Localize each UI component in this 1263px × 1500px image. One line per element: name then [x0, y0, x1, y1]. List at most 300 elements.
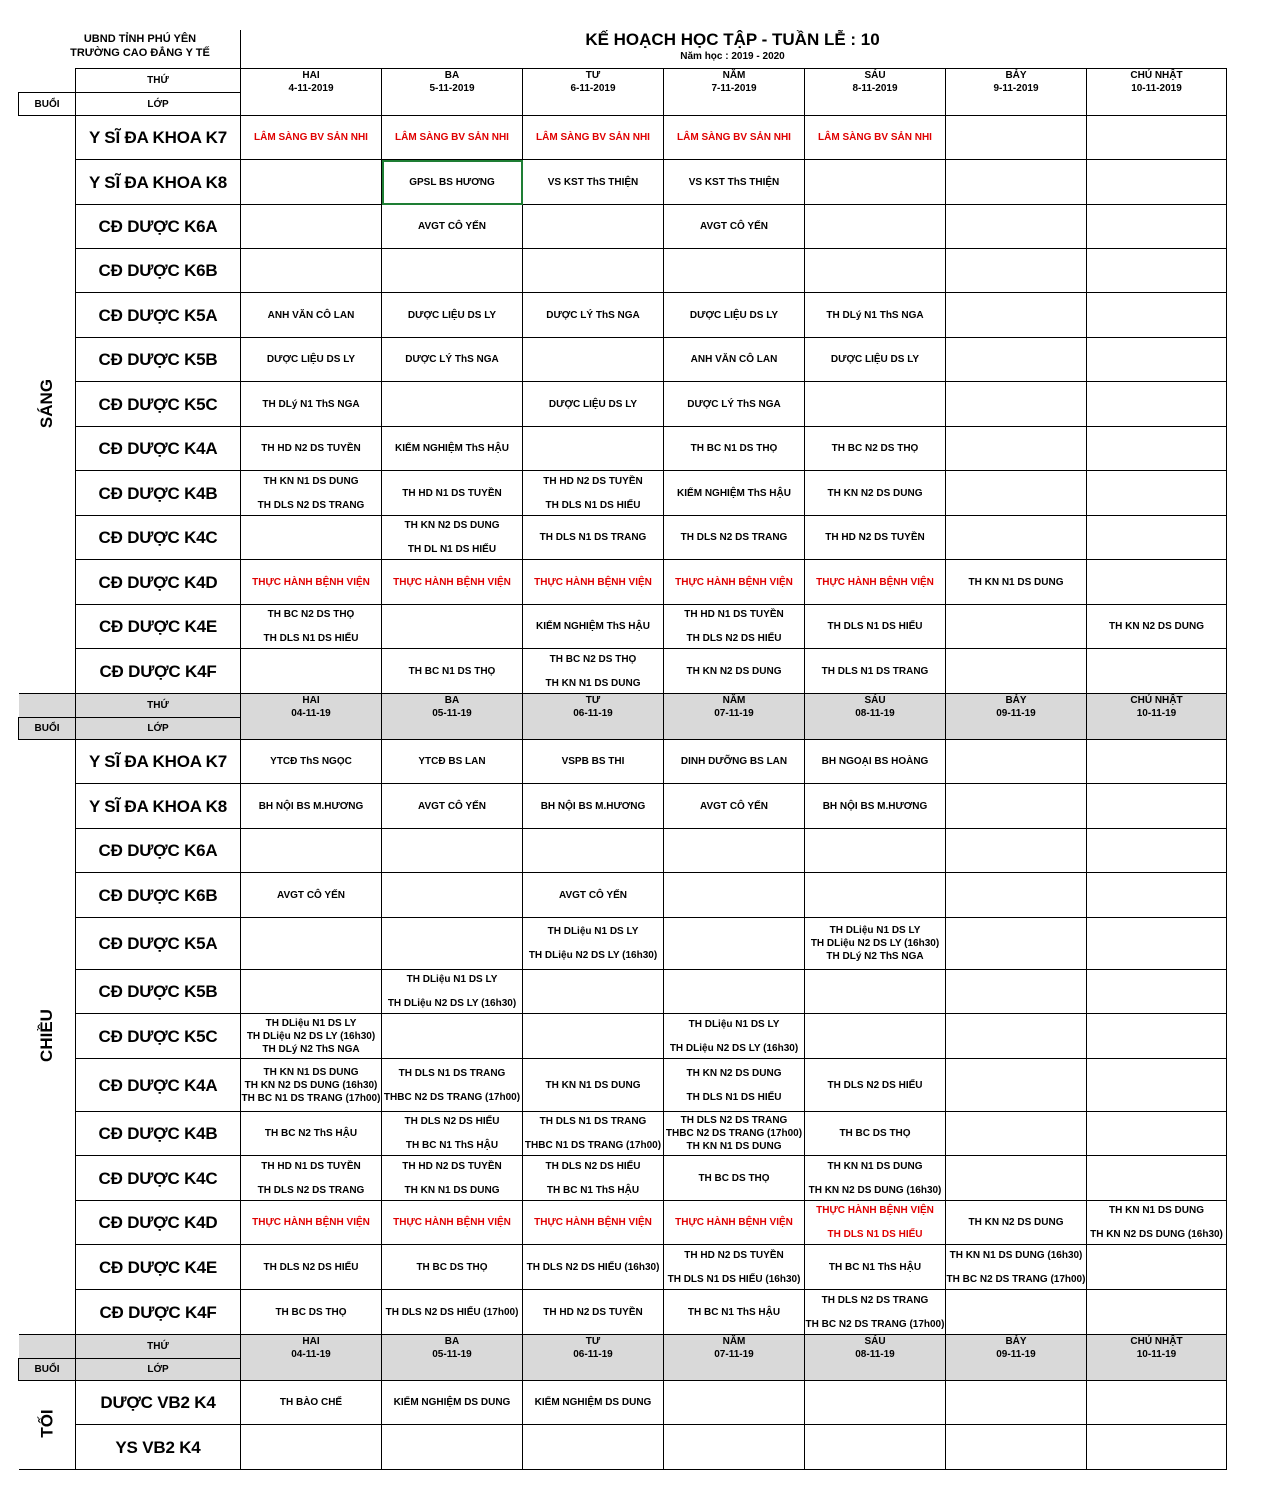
text-line: LỚP	[147, 98, 169, 110]
schedule-cell[interactable]	[241, 160, 382, 205]
table-row	[19, 1381, 1227, 1425]
schedule-cell[interactable]	[241, 293, 382, 338]
schedule-cell[interactable]	[805, 471, 946, 516]
text-line: THỨ	[147, 75, 169, 86]
schedule-cell[interactable]	[664, 471, 805, 516]
schedule-cell[interactable]	[805, 918, 946, 970]
text-line: THỰC HÀNH BỆNH VIỆN	[816, 1205, 934, 1216]
schedule-cell[interactable]	[241, 1156, 382, 1201]
text-line: THỰC HÀNH BỆNH VIỆN	[534, 1217, 652, 1228]
text-line: NĂM	[722, 70, 746, 81]
table-row	[19, 205, 1227, 249]
schedule-cell[interactable]	[1087, 740, 1227, 784]
text-line: AVGT CÔ YẾN	[418, 221, 486, 232]
class-name	[76, 1059, 241, 1112]
thu-label	[76, 69, 241, 93]
schedule-cell[interactable]	[1087, 1112, 1227, 1156]
schedule-cell[interactable]	[805, 1201, 946, 1245]
schedule-cell[interactable]	[382, 829, 523, 873]
schedule-cell[interactable]	[241, 1381, 382, 1425]
schedule-cell[interactable]	[664, 1156, 805, 1201]
schedule-cell[interactable]	[946, 1059, 1087, 1112]
schedule-cell[interactable]	[946, 1425, 1087, 1470]
text-line: CĐ DƯỢC K4F	[99, 661, 217, 681]
schedule-cell[interactable]	[664, 649, 805, 694]
schedule-cell[interactable]	[523, 116, 664, 160]
text-line: THỰC HÀNH BỆNH VIỆN	[252, 576, 370, 588]
text-line: TH BC DS THỌ	[698, 1172, 770, 1184]
lop-label	[76, 1359, 241, 1381]
schedule-cell[interactable]	[1087, 970, 1227, 1014]
schedule-cell[interactable]	[523, 1201, 664, 1245]
schedule-cell[interactable]	[946, 1245, 1087, 1290]
schedule-cell[interactable]	[1087, 873, 1227, 918]
text-line: TH HD N2 DS TUYỀN	[684, 1249, 784, 1261]
schedule-cell[interactable]	[805, 338, 946, 382]
schedule-cell[interactable]	[946, 293, 1087, 338]
schedule-cell[interactable]	[382, 918, 523, 970]
schedule-cell[interactable]	[805, 1290, 946, 1335]
schedule-cell[interactable]	[805, 740, 946, 784]
buoi-label	[19, 718, 76, 740]
schedule-cell[interactable]	[805, 1112, 946, 1156]
day-header	[523, 1335, 664, 1381]
schedule-cell[interactable]	[523, 1014, 664, 1059]
schedule-cell[interactable]	[241, 382, 382, 427]
schedule-cell[interactable]	[241, 516, 382, 560]
schedule-cell[interactable]	[241, 1112, 382, 1156]
schedule-cell[interactable]	[382, 649, 523, 694]
schedule-cell[interactable]	[241, 649, 382, 694]
schedule-cell[interactable]	[241, 427, 382, 471]
text-line: TH KN N1 DS DUNG	[827, 1160, 923, 1172]
schedule-cell[interactable]	[241, 1425, 382, 1470]
header-blank	[19, 69, 76, 93]
schedule-cell[interactable]	[664, 970, 805, 1014]
schedule-cell[interactable]	[664, 1290, 805, 1335]
text-line: TH KN N2 DS DUNG (16h30)	[244, 1079, 378, 1091]
schedule-cell[interactable]	[241, 740, 382, 784]
text-line: BA	[444, 1336, 460, 1347]
text-line: TH DLS N1 DS TRANG	[539, 532, 647, 543]
text-line: TH DLiệu N2 DS LY (16h30)	[246, 1030, 376, 1042]
schedule-cell[interactable]	[664, 1112, 805, 1156]
text-line: BH NGOẠI BS HOÀNG	[821, 756, 929, 767]
text-line: BA	[444, 70, 460, 81]
schedule-cell[interactable]	[664, 1201, 805, 1245]
schedule-cell[interactable]	[946, 829, 1087, 873]
schedule-cell[interactable]	[1087, 205, 1227, 249]
schedule-cell[interactable]	[1087, 605, 1227, 649]
schedule-cell[interactable]	[241, 1290, 382, 1335]
schedule-cell[interactable]	[946, 649, 1087, 694]
schedule-cell[interactable]	[664, 740, 805, 784]
text-line: TH DLiệu N1 DS LY	[265, 1017, 357, 1029]
text-line: TH KN N1 DS DUNG	[686, 1141, 782, 1152]
text-line: TH KN N2 DS DUNG	[968, 1217, 1064, 1228]
text-line: LÂM SÀNG BV SẢN NHI	[677, 132, 791, 143]
schedule-cell[interactable]	[523, 1425, 664, 1470]
text-line: BH NỘI BS M.HƯƠNG	[540, 800, 646, 812]
schedule-cell[interactable]	[382, 1014, 523, 1059]
schedule-cell[interactable]	[1087, 427, 1227, 471]
schedule-cell[interactable]	[523, 1059, 664, 1112]
schedule-cell[interactable]	[1087, 516, 1227, 560]
schedule-cell[interactable]	[805, 560, 946, 605]
schedule-cell[interactable]	[946, 471, 1087, 516]
text-line: BH NỘI BS M.HƯƠNG	[822, 800, 928, 812]
schedule-cell[interactable]	[382, 516, 523, 560]
schedule-cell[interactable]	[805, 829, 946, 873]
day-header	[1087, 694, 1227, 740]
schedule-cell[interactable]	[382, 605, 523, 649]
schedule-cell[interactable]	[664, 1381, 805, 1425]
schedule-cell[interactable]	[805, 1381, 946, 1425]
schedule-cell[interactable]	[1087, 1059, 1227, 1112]
schedule-cell[interactable]	[382, 1201, 523, 1245]
schedule-cell[interactable]	[946, 249, 1087, 293]
text-line: Y SĨ ĐA KHOA K7	[88, 752, 228, 771]
schedule-cell[interactable]	[523, 427, 664, 471]
schedule-cell[interactable]	[382, 116, 523, 160]
day-header	[946, 69, 1087, 116]
schedule-cell[interactable]	[523, 1381, 664, 1425]
text-line: KIỂM NGHIỆM ThS HẬU	[395, 443, 509, 454]
schedule-cell[interactable]	[805, 1156, 946, 1201]
schedule-cell[interactable]	[664, 338, 805, 382]
schedule-cell[interactable]	[664, 1014, 805, 1059]
schedule-cell[interactable]	[241, 471, 382, 516]
session-label-chieu	[19, 740, 76, 1335]
text-line: THỰC HÀNH BỆNH VIỆN	[534, 576, 652, 588]
schedule-cell[interactable]	[946, 1381, 1087, 1425]
schedule-cell[interactable]	[523, 516, 664, 560]
schedule-cell[interactable]	[1087, 471, 1227, 516]
schedule-cell[interactable]	[946, 784, 1087, 829]
schedule-cell[interactable]	[241, 918, 382, 970]
text-line: 09-11-19	[996, 1349, 1036, 1360]
text-line: KIỂM NGHIỆM DS DUNG	[534, 1397, 652, 1408]
schedule-cell[interactable]	[946, 1112, 1087, 1156]
schedule-cell[interactable]	[1087, 1156, 1227, 1201]
text-line: TH KN N2 DS DUNG (16h30)	[1090, 1229, 1223, 1240]
schedule-cell[interactable]	[1087, 1381, 1227, 1425]
schedule-cell[interactable]	[805, 1014, 946, 1059]
schedule-cell[interactable]	[805, 1425, 946, 1470]
schedule-cell[interactable]	[523, 1156, 664, 1201]
schedule-cell[interactable]	[523, 970, 664, 1014]
text-line: AVGT CÔ YẾN	[700, 221, 768, 232]
text-line: TH DLS N2 DS HIẾU	[263, 1261, 359, 1273]
table-row	[19, 970, 1227, 1014]
text-line: TH BC N2 DS THỌ	[831, 443, 919, 454]
schedule-cell[interactable]	[664, 560, 805, 605]
schedule-cell[interactable]	[946, 1201, 1087, 1245]
text-line: TH DLS N2 DS HIẾU	[686, 633, 782, 644]
text-line: TH DLS N1 DS HIẾU	[686, 1091, 782, 1103]
text-line: DƯỢC LIỆU DS LY	[548, 398, 638, 410]
session-label-sang	[19, 116, 76, 694]
schedule-cell[interactable]	[946, 970, 1087, 1014]
schedule-cell[interactable]	[664, 1425, 805, 1470]
schedule-cell[interactable]	[241, 784, 382, 829]
schedule-cell[interactable]	[523, 1245, 664, 1290]
schedule-cell[interactable]	[805, 873, 946, 918]
text-line: 06-11-19	[573, 708, 613, 719]
text-line: TH DLiệu N1 DS LY	[829, 925, 921, 936]
schedule-cell[interactable]	[664, 116, 805, 160]
schedule-cell[interactable]	[382, 873, 523, 918]
text-line: CĐ DƯỢC K4C	[98, 528, 218, 547]
class-name	[76, 160, 241, 205]
schedule-cell[interactable]	[664, 873, 805, 918]
schedule-cell[interactable]	[946, 382, 1087, 427]
schedule-cell[interactable]	[1087, 382, 1227, 427]
class-name	[76, 873, 241, 918]
schedule-cell[interactable]	[523, 249, 664, 293]
text-line: TH DLý N1 ThS NGA	[826, 309, 924, 321]
schedule-cell[interactable]	[1087, 1290, 1227, 1335]
text-line: CĐ DƯỢC K5A	[98, 305, 218, 325]
text-line: TH KN N1 DS DUNG	[1108, 1205, 1204, 1216]
text-line: NĂM	[722, 1336, 746, 1347]
schedule-cell[interactable]	[805, 427, 946, 471]
schedule-cell[interactable]	[805, 1059, 946, 1112]
schedule-cell[interactable]	[946, 1290, 1087, 1335]
schedule-cell[interactable]	[523, 205, 664, 249]
day-header	[523, 69, 664, 116]
schedule-cell[interactable]	[1087, 293, 1227, 338]
table-row	[19, 516, 1227, 560]
text-line: 10-11-2019	[1131, 83, 1182, 94]
schedule-cell[interactable]	[664, 160, 805, 205]
text-line: TH HD N2 DS TUYỀN	[543, 475, 643, 487]
table-row	[19, 1059, 1227, 1112]
schedule-cell[interactable]	[946, 516, 1087, 560]
text-line: TH HD N2 DS TUYỀN	[543, 1306, 643, 1318]
text-line: CĐ DƯỢC K4E	[98, 617, 218, 636]
schedule-cell[interactable]	[1087, 338, 1227, 382]
text-line: 04-11-19	[291, 708, 331, 719]
day-header	[523, 694, 664, 740]
schedule-cell[interactable]	[946, 1156, 1087, 1201]
text-line: TH BC N2 ThS HẬU	[264, 1128, 358, 1139]
schedule-cell[interactable]	[664, 605, 805, 649]
schedule-cell[interactable]	[1087, 249, 1227, 293]
schedule-cell[interactable]	[664, 918, 805, 970]
schedule-cell[interactable]	[241, 205, 382, 249]
schedule-cell[interactable]	[382, 740, 523, 784]
text-line: TH DLiệu N1 DS LY	[547, 926, 639, 937]
schedule-cell[interactable]	[805, 205, 946, 249]
schedule-cell[interactable]	[523, 1290, 664, 1335]
schedule-cell[interactable]	[241, 338, 382, 382]
schedule-cell[interactable]	[664, 1059, 805, 1112]
schedule-cell[interactable]	[1087, 918, 1227, 970]
class-name	[76, 293, 241, 338]
thu-label	[76, 1335, 241, 1359]
schedule-cell[interactable]	[382, 970, 523, 1014]
schedule-cell[interactable]	[382, 1156, 523, 1201]
schedule-cell[interactable]	[523, 382, 664, 427]
schedule-cell[interactable]	[946, 873, 1087, 918]
schedule-cell[interactable]	[241, 873, 382, 918]
schedule-cell[interactable]	[664, 382, 805, 427]
schedule-cell[interactable]	[382, 1245, 523, 1290]
text-line: TƯ	[585, 1336, 601, 1347]
schedule-cell[interactable]	[805, 970, 946, 1014]
schedule-cell[interactable]	[664, 205, 805, 249]
schedule-cell[interactable]	[241, 249, 382, 293]
text-line: YS VB2 K4	[115, 1437, 201, 1457]
schedule-cell[interactable]	[382, 1112, 523, 1156]
schedule-cell[interactable]	[241, 1014, 382, 1059]
text-line: TH BC N1 ThS HẬU	[828, 1261, 922, 1273]
schedule-cell[interactable]	[382, 560, 523, 605]
schedule-cell[interactable]	[523, 560, 664, 605]
schedule-cell[interactable]	[805, 160, 946, 205]
text-line: TH HD N1 DS TUYỀN	[402, 487, 502, 499]
text-line: CĐ DƯỢC K4E	[98, 1257, 218, 1277]
schedule-cell[interactable]	[382, 1381, 523, 1425]
schedule-cell[interactable]	[946, 740, 1087, 784]
schedule-cell[interactable]	[382, 1059, 523, 1112]
schedule-cell[interactable]	[382, 784, 523, 829]
text-line: TH DLiệu N2 DS LY (16h30)	[528, 950, 658, 961]
schedule-cell[interactable]	[241, 560, 382, 605]
text-line: TH HD N2 DS TUYỀN	[402, 1160, 502, 1172]
schedule-cell[interactable]	[1087, 1014, 1227, 1059]
schedule-cell[interactable]	[1087, 829, 1227, 873]
thu-label	[76, 694, 241, 718]
schedule-cell[interactable]	[382, 205, 523, 249]
schedule-cell[interactable]	[1087, 1245, 1227, 1290]
schedule-cell[interactable]	[664, 829, 805, 873]
text-line: BA	[444, 695, 460, 706]
schedule-cell[interactable]	[946, 160, 1087, 205]
schedule-cell[interactable]	[664, 427, 805, 471]
schedule-cell[interactable]	[523, 471, 664, 516]
schedule-cell[interactable]	[805, 784, 946, 829]
schedule-cell[interactable]	[946, 918, 1087, 970]
schedule-cell[interactable]	[1087, 784, 1227, 829]
schedule-cell[interactable]	[946, 338, 1087, 382]
schedule-cell[interactable]	[523, 740, 664, 784]
schedule-cell[interactable]	[946, 1014, 1087, 1059]
schedule-cell[interactable]	[241, 1201, 382, 1245]
schedule-cell[interactable]	[382, 1290, 523, 1335]
class-name	[76, 516, 241, 560]
schedule-cell[interactable]	[241, 1059, 382, 1112]
day-header	[241, 694, 382, 740]
schedule-cell[interactable]	[805, 605, 946, 649]
schedule-cell[interactable]	[523, 784, 664, 829]
schedule-cell[interactable]	[805, 516, 946, 560]
schedule-cell[interactable]	[523, 1112, 664, 1156]
text-line: 05-11-19	[432, 1349, 472, 1360]
text-line: DƯỢC LÝ ThS NGA	[687, 398, 781, 410]
schedule-cell[interactable]	[241, 116, 382, 160]
text-line: TH DLiệu N2 DS LY (16h30)	[669, 1042, 799, 1054]
schedule-cell[interactable]	[946, 205, 1087, 249]
schedule-cell[interactable]	[523, 160, 664, 205]
class-name	[76, 784, 241, 829]
text-line: BH NỘI BS M.HƯƠNG	[258, 800, 364, 812]
schedule-cell[interactable]	[805, 249, 946, 293]
schedule-cell[interactable]	[664, 293, 805, 338]
schedule-cell[interactable]	[382, 1425, 523, 1470]
schedule-cell[interactable]	[664, 516, 805, 560]
text-line: THỰC HÀNH BỆNH VIỆN	[252, 1217, 370, 1228]
schedule-cell[interactable]	[1087, 160, 1227, 205]
day-header	[241, 1335, 382, 1381]
schedule-cell[interactable]	[805, 116, 946, 160]
class-name	[76, 1014, 241, 1059]
schedule-cell[interactable]	[664, 784, 805, 829]
schedule-cell[interactable]	[523, 829, 664, 873]
schedule-cell[interactable]	[382, 471, 523, 516]
schedule-cell[interactable]	[382, 293, 523, 338]
text-line: ANH VĂN CÔ LAN	[690, 354, 778, 365]
text-line: LỚP	[147, 723, 169, 734]
schedule-cell[interactable]	[1087, 1425, 1227, 1470]
schedule-cell[interactable]	[523, 873, 664, 918]
class-name	[76, 1112, 241, 1156]
schedule-cell[interactable]	[241, 829, 382, 873]
schedule-cell[interactable]	[805, 649, 946, 694]
text-line: TH BC N2 DS THỌ	[267, 609, 355, 620]
schedule-cell[interactable]	[664, 249, 805, 293]
table-row	[19, 1425, 1227, 1470]
schedule-cell[interactable]	[805, 382, 946, 427]
schedule-cell[interactable]	[1087, 560, 1227, 605]
schedule-cell[interactable]	[1087, 1201, 1227, 1245]
schedule-cell[interactable]	[382, 382, 523, 427]
schedule-cell[interactable]	[523, 338, 664, 382]
schedule-cell[interactable]	[241, 970, 382, 1014]
schedule-cell[interactable]	[946, 605, 1087, 649]
schedule-cell[interactable]	[805, 293, 946, 338]
schedule-cell[interactable]	[1087, 116, 1227, 160]
schedule-cell[interactable]	[241, 1245, 382, 1290]
schedule-cell[interactable]	[1087, 649, 1227, 694]
text-line: TH BC N1 DS TRANG (17h00)	[241, 1092, 381, 1104]
schedule-cell[interactable]	[664, 1245, 805, 1290]
text-line: TH DLS N1 DS HIẾU (16h30)	[667, 1273, 801, 1285]
day-header	[664, 694, 805, 740]
text-line: CĐ DƯỢC K4A	[98, 1075, 218, 1095]
schedule-cell[interactable]	[382, 249, 523, 293]
schedule-cell[interactable]	[523, 293, 664, 338]
schedule-cell[interactable]	[382, 427, 523, 471]
schedule-cell[interactable]	[241, 605, 382, 649]
text-line: ANH VĂN CÔ LAN	[267, 309, 355, 321]
schedule-cell[interactable]	[382, 338, 523, 382]
text-line: TH KN N2 DS DUNG	[404, 520, 500, 531]
class-name	[76, 427, 241, 471]
schedule-cell[interactable]	[946, 116, 1087, 160]
schedule-cell[interactable]	[382, 160, 523, 205]
text-line: TỐI	[37, 1409, 57, 1438]
schedule-cell[interactable]	[523, 649, 664, 694]
school-year: Năm học : 2019 - 2020	[680, 51, 785, 62]
schedule-cell[interactable]	[523, 918, 664, 970]
schedule-cell[interactable]	[946, 560, 1087, 605]
schedule-cell[interactable]	[946, 427, 1087, 471]
text-line: CĐ DƯỢC K4A	[98, 439, 218, 458]
schedule-cell[interactable]	[523, 605, 664, 649]
schedule-cell[interactable]	[805, 1245, 946, 1290]
